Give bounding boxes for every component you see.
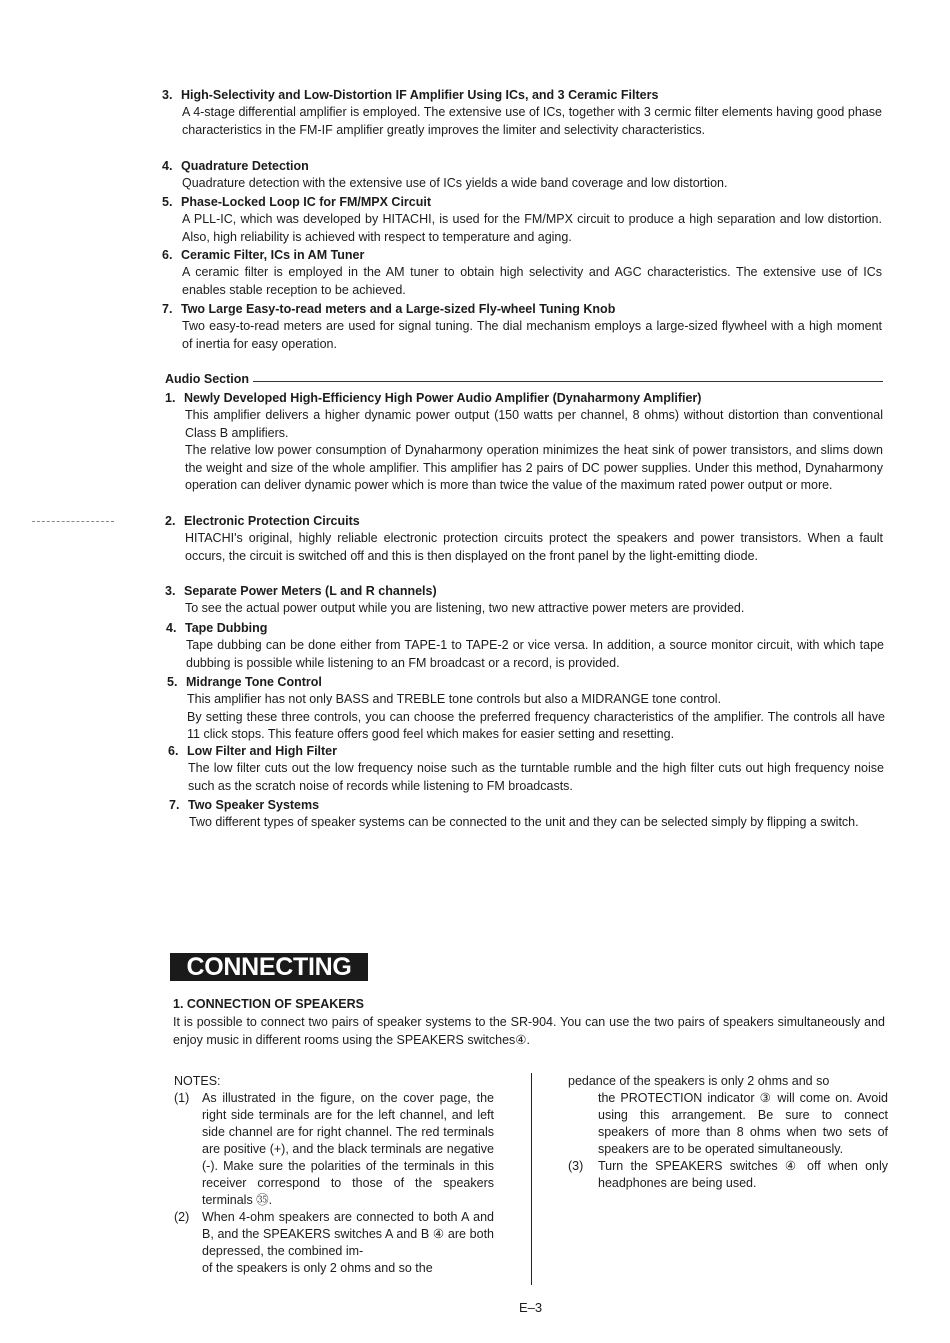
feature-text: A 4-stage differential amplifier is employed. The extensive use of ICs, together with 3 cermic filter elements having good phase characteristics in the FM-IF amplifier greatly improves the limiter and selectivity characteristics.	[182, 105, 882, 137]
audio-section-heading	[165, 371, 883, 387]
feature-number: 3.	[165, 584, 176, 598]
connection-heading: 1. CONNECTION OF SPEAKERS	[173, 997, 364, 1011]
notes-label: NOTES:	[174, 1074, 221, 1088]
connecting-banner: CONNECTING	[170, 953, 368, 981]
feature-title: Midrange Tone Control	[186, 675, 322, 689]
feature-title: Quadrature Detection	[181, 159, 309, 173]
page-number: E–3	[519, 1300, 543, 1315]
feature-protection-circuits	[165, 513, 883, 565]
feature-title: Newly Developed High-Efficiency High Power Audio Amplifier (Dynaharmony Amplifier)	[184, 391, 702, 405]
feature-number: 4.	[162, 159, 173, 173]
feature-title: Separate Power Meters (L and R channels)	[184, 584, 437, 598]
feature-text: This amplifier has not only BASS and TREBLE tone controls but also a MIDRANGE tone control.	[187, 692, 722, 706]
feature-meters-flywheel	[162, 301, 882, 353]
feature-midrange-tone	[167, 674, 885, 744]
stray-mark	[32, 521, 114, 522]
notes-right-column	[568, 1073, 888, 1192]
feature-speaker-systems	[169, 797, 884, 832]
feature-number: 1.	[165, 391, 176, 405]
feature-quadrature-detection	[162, 158, 882, 193]
feature-number: 6.	[168, 744, 179, 758]
feature-text: Two different types of speaker systems can be connected to the unit and they can be selected simply by flipping a switch.	[189, 815, 859, 829]
feature-number: 4.	[166, 621, 177, 635]
note-text: Turn the SPEAKERS switches ④ off when only headphones are being used.	[598, 1159, 888, 1190]
feature-title: High-Selectivity and Low-Distortion IF Amplifier Using ICs, and 3 Ceramic Filters	[181, 88, 659, 102]
feature-text: By setting these three controls, you can choose the preferred frequency characteristics of the amplifier. The controls all have 11 click stops. This feature offers good feel which makes for easier setting and resetting.	[187, 709, 885, 741]
feature-title: Two Speaker Systems	[188, 798, 320, 812]
feature-text: The relative low power consumption of Dynaharmony operation minimizes the heat sink of power transistors, and slims down the weight and size of the whole amplifier. This amplifier has 2 pairs of DC power supplies. Under this method, Dynaharmony operation can deliver dynamic power which is more than twice the value of the maximum rated power output or more.	[185, 443, 883, 492]
feature-number: 2.	[165, 514, 176, 528]
feature-tape-dubbing	[166, 620, 884, 672]
note-text: pedance of the speakers is only 2 ohms and so	[568, 1074, 830, 1088]
feature-filters	[168, 743, 884, 795]
connection-intro: It is possible to connect two pairs of speaker systems to the SR-904. You can use the two pairs of speakers simultaneously and enjoy music in different rooms using the SPEAKERS switches④.	[173, 1015, 885, 1047]
feature-title: Ceramic Filter, ICs in AM Tuner	[181, 248, 365, 262]
feature-title: Low Filter and High Filter	[187, 744, 337, 758]
note-text: the PROTECTION indicator ③ will come on. Avoid using this arrangement. Be sure to connect speakers of more than 8 ohms when two sets of speakers are to be operated simultaneously.	[598, 1091, 888, 1156]
feature-number: 5.	[167, 675, 178, 689]
feature-pll	[162, 194, 882, 246]
note-number: (1)	[174, 1091, 190, 1105]
feature-dynaharmony	[165, 390, 883, 495]
feature-power-meters	[165, 583, 883, 618]
note-2	[174, 1209, 494, 1277]
feature-number: 6.	[162, 248, 173, 262]
feature-text: HITACHI's original, highly reliable electronic protection circuits protect the speakers and power transistors. When a fault occurs, the circuit is switched off and this is then displayed on the front panel by the light-emitting diode.	[185, 531, 883, 563]
audio-section-label: Audio Section	[165, 371, 253, 387]
feature-text: A ceramic filter is employed in the AM tuner to obtain high selectivity and AGC characteristics. The extensive use of ICs enables stable reception to be achieved.	[182, 265, 882, 297]
section-rule	[165, 381, 883, 382]
note-text: As illustrated in the figure, on the cover page, the right side terminals are for the left channel, and left side channel are for right channel. The red terminals are positive (+), and the black terminals are negative (-). Make sure the polarities of the terminals in this receiver correspond to those of the speakers terminals ㉟.	[202, 1091, 494, 1207]
feature-text: Quadrature detection with the extensive use of ICs yields a wide band coverage and low distortion.	[182, 176, 728, 190]
note-1	[174, 1090, 494, 1209]
notes-left-column	[174, 1073, 494, 1277]
feature-number: 7.	[169, 798, 180, 812]
feature-text: Two easy-to-read meters are used for signal tuning. The dial mechanism employs a large-sized flywheel with a high moment of inertia for easy operation.	[182, 319, 882, 351]
feature-text: A PLL-IC, which was developed by HITACHI, is used for the FM/MPX circuit to produce a high separation and low distortion. Also, high reliability is achieved with respect to temperature and aging.	[182, 212, 882, 244]
feature-number: 3.	[162, 88, 173, 102]
note-number: (2)	[174, 1210, 190, 1224]
feature-title: Tape Dubbing	[185, 621, 268, 635]
feature-text: This amplifier delivers a higher dynamic power output (150 watts per channel, 8 ohms) without distortion than conventional Class B amplifiers.	[185, 408, 883, 440]
feature-text: The low filter cuts out the low frequency noise such as the turntable rumble and the high filter cuts out high frequency noise such as the scratch noise of records while listening to FM broadcasts.	[188, 761, 884, 793]
feature-if-amplifier	[162, 87, 882, 139]
feature-ceramic-filter	[162, 247, 882, 299]
feature-text: To see the actual power output while you are listening, two new attractive power meters are provided.	[185, 601, 745, 615]
feature-text: Tape dubbing can be done either from TAPE-1 to TAPE-2 or vice versa. In addition, a source monitor circuit, with which tape dubbing is possible while listening to an FM broadcast or a record, is provided.	[186, 638, 884, 670]
column-divider	[531, 1073, 532, 1285]
note-text: When 4-ohm speakers are connected to both A and B, and the SPEAKERS switches A and B ④ are both depressed, the combined im-	[202, 1210, 494, 1258]
feature-number: 5.	[162, 195, 173, 209]
feature-title: Phase-Locked Loop IC for FM/MPX Circuit	[181, 195, 432, 209]
note-text: of the speakers is only 2 ohms and so the	[202, 1261, 433, 1275]
feature-number: 7.	[162, 302, 173, 316]
feature-title: Two Large Easy-to-read meters and a Large-sized Fly-wheel Tuning Knob	[181, 302, 616, 316]
note-number: (3)	[568, 1159, 584, 1173]
note-3	[568, 1158, 888, 1192]
feature-title: Electronic Protection Circuits	[184, 514, 360, 528]
